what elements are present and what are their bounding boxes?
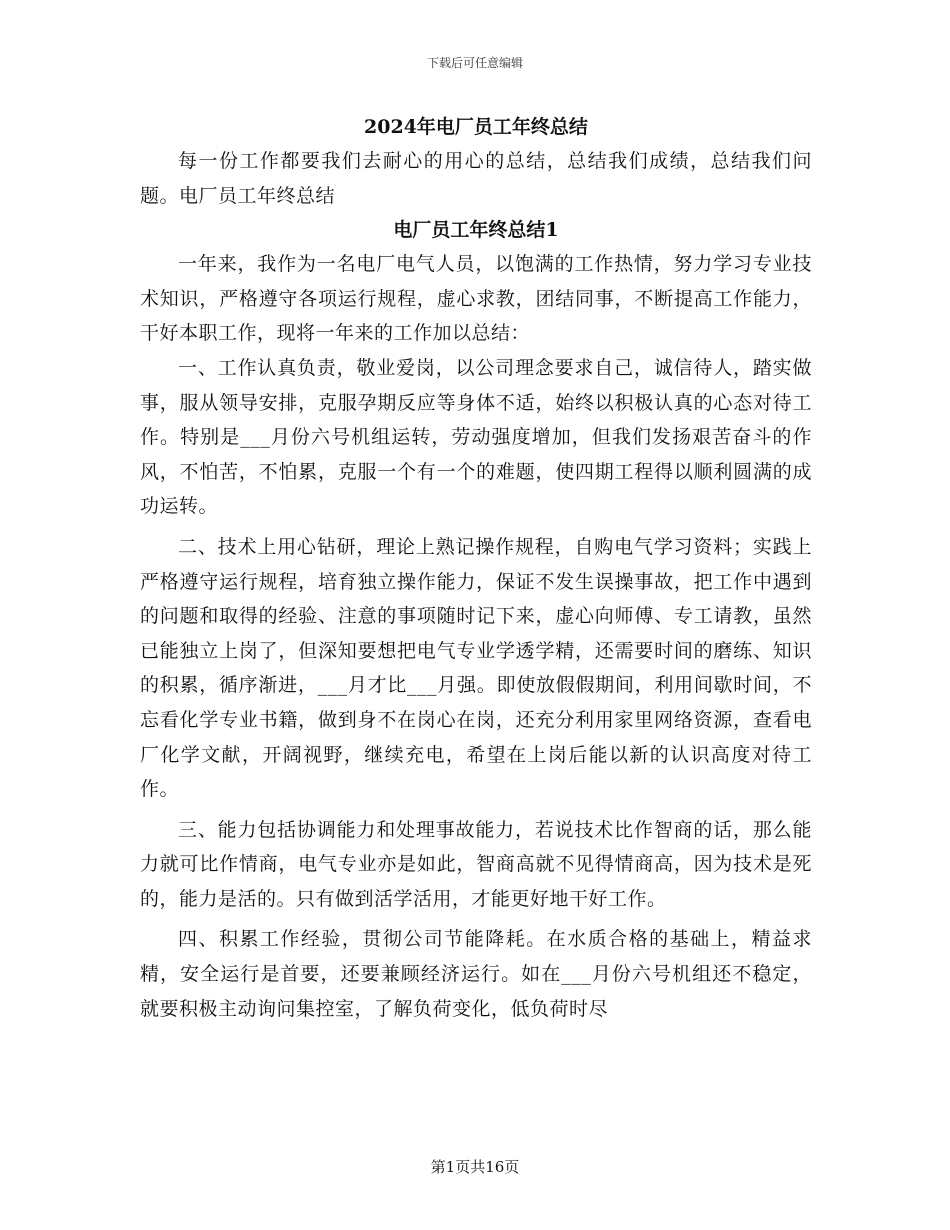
intro-paragraph: 每一份工作都要我们去耐心的用心的总结，总结我们成绩，总结我们问题。电厂员工年终总结 (140, 150, 812, 207)
paragraph-5: 四、积累工作经验，贯彻公司节能降耗。在水质合格的基础上，精益求精，安全运行是首要，还要兼顾经济运行。如在___月份六号机组还不稳定，就要积极主动询问集控室，了解负荷变化，低负荷时尽 (140, 928, 812, 1020)
paragraph-3: 二、技术上用心钻研，理论上熟记操作规程，自购电气学习资料；实践上严格遵守运行规程，培育独立操作能力，保证不发生误操事故，把工作中遇到的问题和取得的经验、注意的事项随时记下来，虚心向师傅、专工请教，虽然已能独立上岗了，但深知要想把电气专业学透学精，还需要时间的磨练、知识的积累，循序渐进，___月才比___月强。即使放假假期间，利用间歇时间，不忘看化学专业书籍，做到身不在岗心在岗，还充分利用家里网络资源，查看电厂化学文献，开阔视野，继续充电，希望在上岗后能以新的认识高度对待工作。 (140, 535, 812, 801)
document-title: 2024年电厂员工年终总结 (364, 116, 588, 138)
section-title: 电厂员工年终总结1 (393, 219, 559, 242)
document-body (140, 110, 812, 1026)
paragraph-4: 三、能力包括协调能力和处理事故能力，若说技术比作智商的话，那么能力就可比作情商，电气专业亦是如此，智商高就不见得情商高，因为技术是死的，能力是活的。只有做到活学活用，才能更好地干好工作。 (140, 818, 812, 910)
paragraph-2: 一、工作认真负责，敬业爱岗，以公司理念要求自己，诚信待人，踏实做事，服从领导安排，克服孕期反应等身体不适，始终以积极认真的心态对待工作。特别是___月份六号机组运转，劳动强度增加，但我们发扬艰苦奋斗的作风，不怕苦，不怕累，克服一个有一个的难题，使四期工程得以顺利圆满的成功运转。 (140, 356, 812, 518)
paragraph-1: 一年来，我作为一名电厂电气人员，以饱满的工作热情，努力学习专业技术知识，严格遵守各项运行规程，虚心求教，团结同事，不断提高工作能力，干好本职工作，现将一年来的工作加以总结： (140, 253, 812, 345)
page-indicator: 第1页共16页 (430, 1158, 520, 1176)
header-note: 下载后可任意编辑 (426, 56, 523, 70)
